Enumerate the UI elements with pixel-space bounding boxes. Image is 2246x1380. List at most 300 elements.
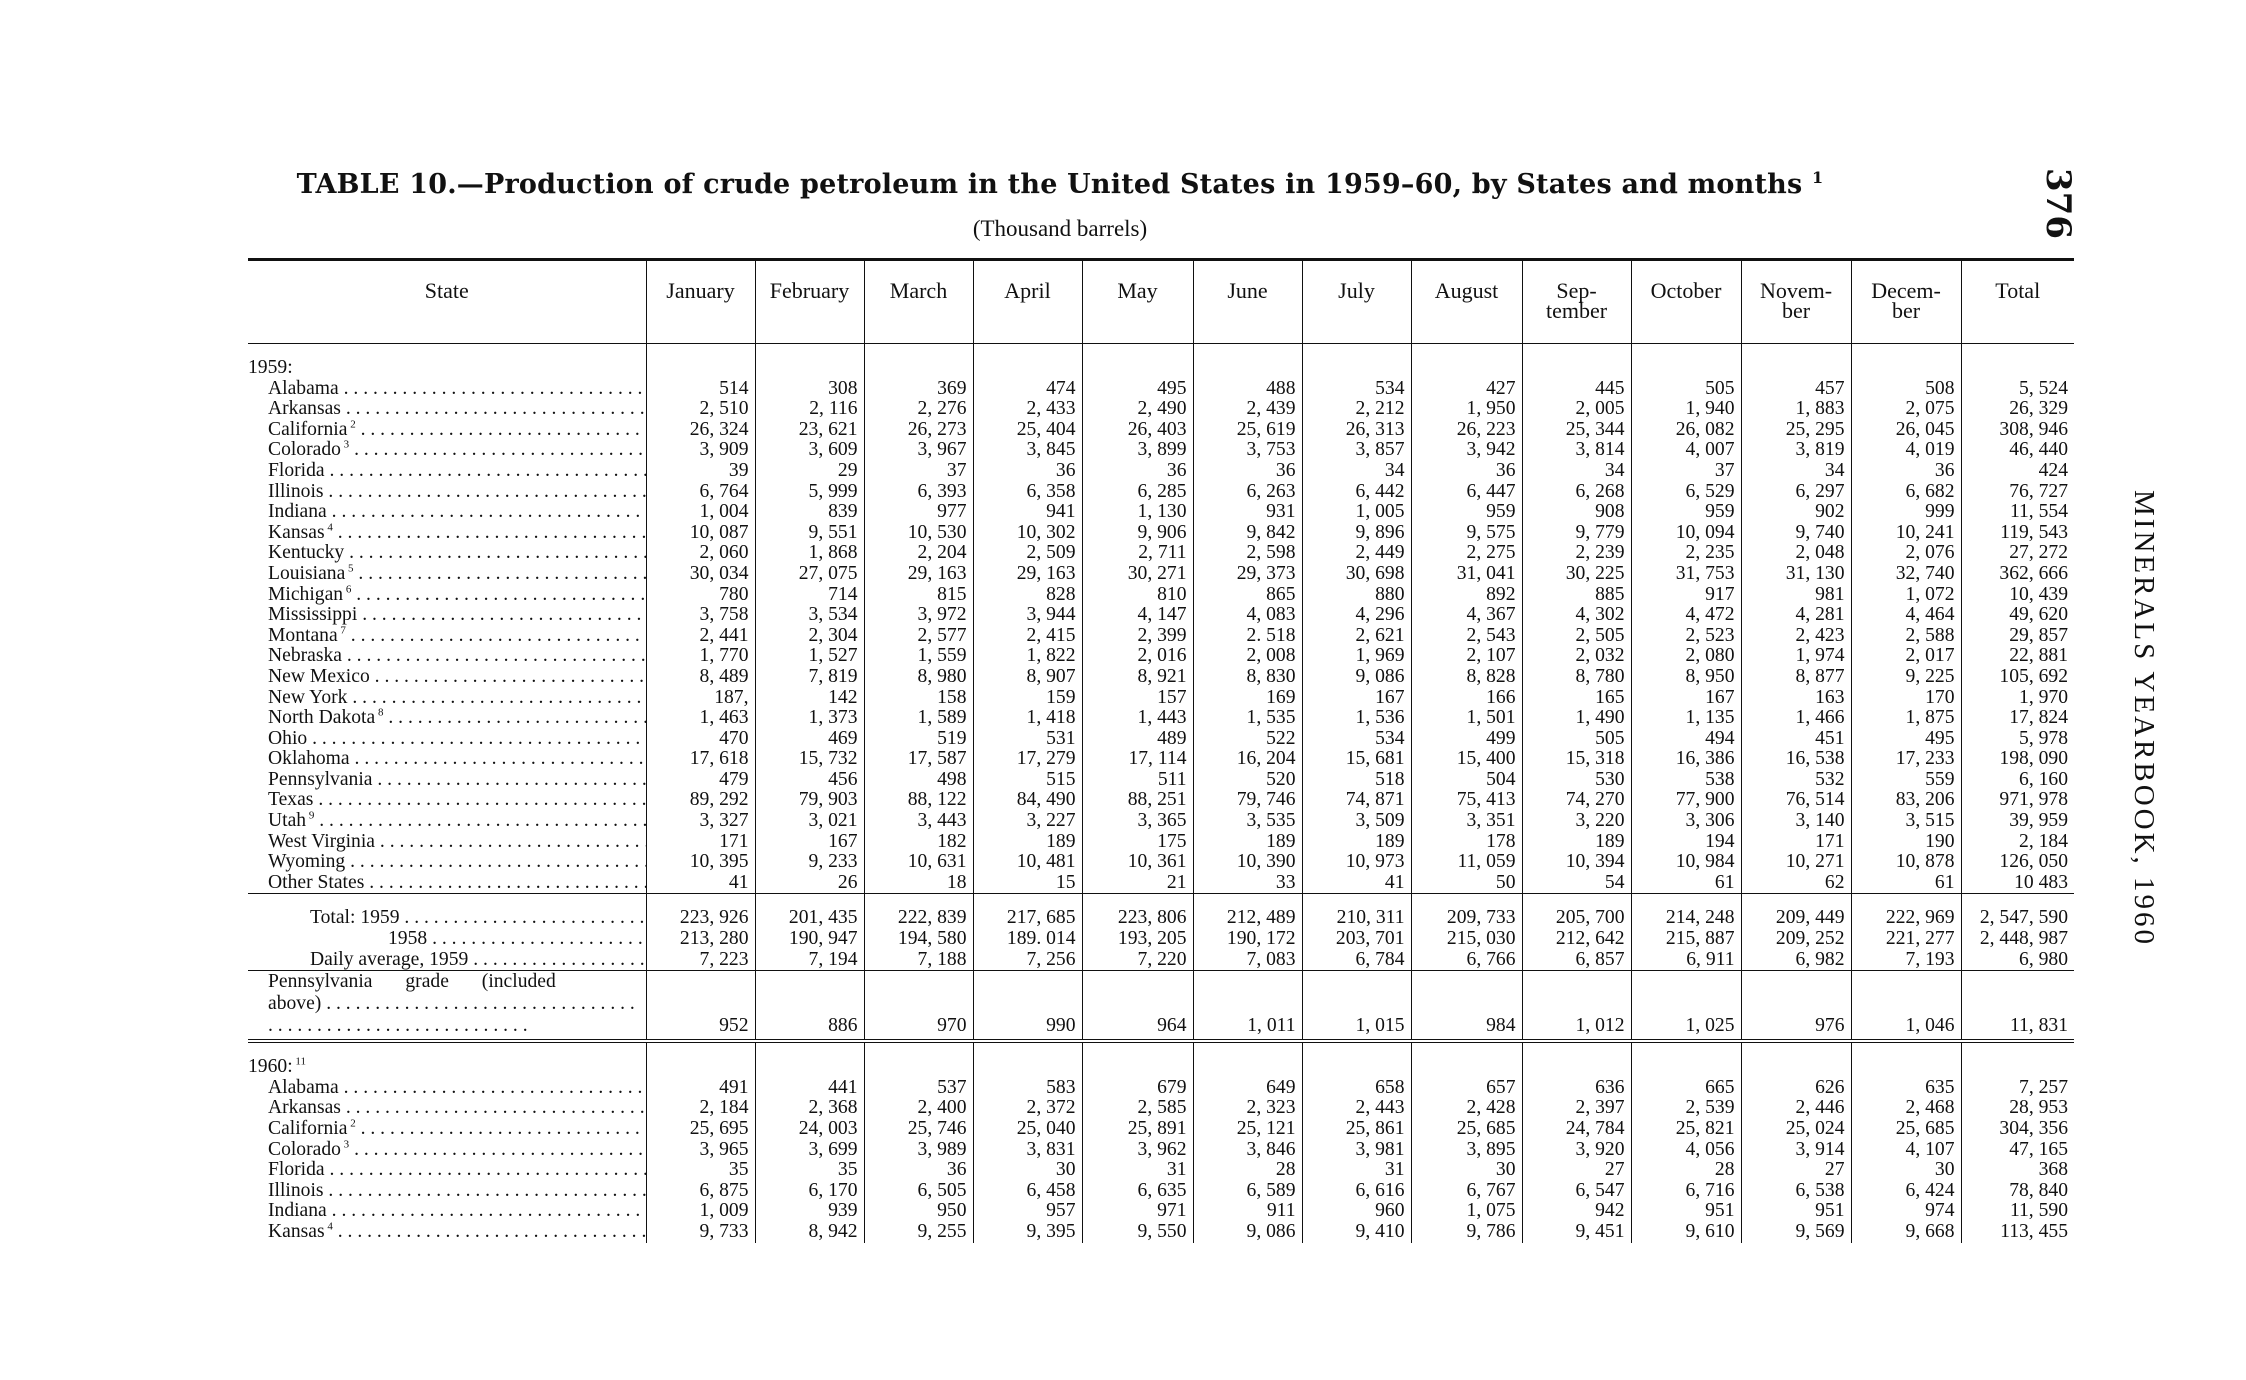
row-label-text: West Virginia xyxy=(268,831,375,852)
value-cell: 5, 524 xyxy=(1961,379,2074,400)
value-cell: 10, 390 xyxy=(1193,852,1302,873)
value-cell: 10, 481 xyxy=(973,852,1082,873)
table-row xyxy=(248,1078,2074,1099)
value-cell: 2. 518 xyxy=(1193,626,1302,647)
value-cell: 32, 740 xyxy=(1851,564,1961,585)
value-cell: 7, 223 xyxy=(646,950,755,971)
value-cell: 79, 746 xyxy=(1193,790,1302,811)
value-cell: 519 xyxy=(864,729,973,750)
value-cell: 1, 535 xyxy=(1193,708,1302,729)
value-cell: 210, 311 xyxy=(1302,908,1411,929)
value-cell: 6, 358 xyxy=(973,482,1082,503)
value-cell: 976 xyxy=(1741,971,1851,1042)
value-cell: 902 xyxy=(1741,502,1851,523)
row-label-text: Kansas xyxy=(268,522,325,543)
value-cell: 182 xyxy=(864,832,973,853)
value-cell: 515 xyxy=(973,770,1082,791)
table-row xyxy=(248,482,2074,503)
value-cell: 2, 184 xyxy=(1961,832,2074,853)
value-cell: 2, 304 xyxy=(755,626,864,647)
row-label-text: Colorado xyxy=(268,440,341,461)
value-cell: 26, 403 xyxy=(1082,420,1193,441)
value-cell: 3, 857 xyxy=(1302,440,1411,461)
value-cell: 31 xyxy=(1082,1160,1193,1181)
value-cell: 166 xyxy=(1411,688,1522,709)
value-cell: 491 xyxy=(646,1078,755,1099)
empty-cell xyxy=(646,1041,755,1057)
value-cell: 36 xyxy=(1082,461,1193,482)
value-cell: 3, 351 xyxy=(1411,811,1522,832)
empty-cell xyxy=(1631,358,1741,379)
value-cell: 6, 442 xyxy=(1302,482,1411,503)
value-cell: 368 xyxy=(1961,1160,2074,1181)
row-label-text: New Mexico xyxy=(268,666,370,687)
value-cell: 6, 766 xyxy=(1411,950,1522,971)
value-cell: 3, 534 xyxy=(755,605,864,626)
value-cell: 441 xyxy=(755,1078,864,1099)
value-cell: 780 xyxy=(646,585,755,606)
value-cell: 167 xyxy=(1631,688,1741,709)
empty-cell xyxy=(1193,1057,1302,1078)
value-cell: 2, 075 xyxy=(1851,399,1961,420)
value-cell: 714 xyxy=(755,585,864,606)
value-cell: 33 xyxy=(1193,873,1302,894)
value-cell: 35 xyxy=(755,1160,864,1181)
row-label xyxy=(248,1181,646,1202)
table-row xyxy=(248,543,2074,564)
value-cell: 2, 400 xyxy=(864,1098,973,1119)
empty-cell xyxy=(1961,1057,2074,1078)
value-cell: 2, 598 xyxy=(1193,543,1302,564)
value-cell: 47, 165 xyxy=(1961,1140,2074,1161)
empty-cell xyxy=(1741,1041,1851,1057)
value-cell: 2, 621 xyxy=(1302,626,1411,647)
empty-cell xyxy=(1302,894,1411,909)
value-cell: 194, 580 xyxy=(864,929,973,950)
value-cell: 990 xyxy=(973,971,1082,1042)
value-cell: 34 xyxy=(1522,461,1631,482)
empty-cell xyxy=(248,344,646,359)
value-cell: 456 xyxy=(755,770,864,791)
empty-cell xyxy=(973,344,1082,359)
value-cell: 189 xyxy=(1193,832,1302,853)
value-cell: 17, 618 xyxy=(646,749,755,770)
value-cell: 424 xyxy=(1961,461,2074,482)
value-cell: 193, 205 xyxy=(1082,929,1193,950)
value-cell: 30, 698 xyxy=(1302,564,1411,585)
table-row xyxy=(248,585,2074,606)
value-cell: 8, 780 xyxy=(1522,667,1631,688)
value-cell: 18 xyxy=(864,873,973,894)
column-header: January xyxy=(646,260,755,344)
value-cell: 221, 277 xyxy=(1851,929,1961,950)
value-cell: 26, 329 xyxy=(1961,399,2074,420)
value-cell: 3, 895 xyxy=(1411,1140,1522,1161)
empty-cell xyxy=(1631,894,1741,909)
value-cell: 6, 875 xyxy=(646,1181,755,1202)
row-label xyxy=(248,667,646,688)
value-cell: 6, 447 xyxy=(1411,482,1522,503)
row-label xyxy=(248,729,646,750)
table-row xyxy=(248,1119,2074,1140)
value-cell: 3, 972 xyxy=(864,605,973,626)
value-cell: 1, 072 xyxy=(1851,585,1961,606)
value-cell: 6, 857 xyxy=(1522,950,1631,971)
value-cell: 29, 857 xyxy=(1961,626,2074,647)
value-cell: 3, 699 xyxy=(755,1140,864,1161)
column-header: February xyxy=(755,260,864,344)
empty-cell xyxy=(755,1041,864,1057)
value-cell: 2, 505 xyxy=(1522,626,1631,647)
empty-cell xyxy=(1741,344,1851,359)
value-cell: 679 xyxy=(1082,1078,1193,1099)
value-cell: 41 xyxy=(646,873,755,894)
row-label xyxy=(248,832,646,853)
value-cell: 931 xyxy=(1193,502,1302,523)
value-cell: 22, 881 xyxy=(1961,646,2074,667)
value-cell: 308 xyxy=(755,379,864,400)
empty-cell xyxy=(1961,894,2074,909)
row-label-text: Illinois xyxy=(268,481,324,502)
empty-cell xyxy=(1851,358,1961,379)
value-cell: 142 xyxy=(755,688,864,709)
column-header: May xyxy=(1082,260,1193,344)
value-cell: 3, 989 xyxy=(864,1140,973,1161)
value-cell: 3, 021 xyxy=(755,811,864,832)
value-cell: 10, 271 xyxy=(1741,852,1851,873)
value-cell: 27 xyxy=(1741,1160,1851,1181)
value-cell: 167 xyxy=(1302,688,1411,709)
value-cell: 30 xyxy=(1411,1160,1522,1181)
value-cell: 1, 011 xyxy=(1193,971,1302,1042)
value-cell: 865 xyxy=(1193,585,1302,606)
empty-cell xyxy=(1961,1041,2074,1057)
value-cell: 3, 981 xyxy=(1302,1140,1411,1161)
value-cell: 2, 439 xyxy=(1193,399,1302,420)
value-cell: 9, 233 xyxy=(755,852,864,873)
value-cell: 2, 441 xyxy=(646,626,755,647)
value-cell: 2, 235 xyxy=(1631,543,1741,564)
value-cell: 189 xyxy=(1522,832,1631,853)
row-label xyxy=(248,1098,646,1119)
value-cell: 9, 896 xyxy=(1302,523,1411,544)
value-cell: 222, 969 xyxy=(1851,908,1961,929)
value-cell: 1, 589 xyxy=(864,708,973,729)
value-cell: 2, 017 xyxy=(1851,646,1961,667)
table-body xyxy=(248,344,2074,1243)
value-cell: 1, 536 xyxy=(1302,708,1411,729)
table-row xyxy=(248,1201,2074,1222)
value-cell: 6, 160 xyxy=(1961,770,2074,791)
row-label-text: Kentucky xyxy=(268,543,345,564)
table-row xyxy=(248,1140,2074,1161)
value-cell: 11, 590 xyxy=(1961,1201,2074,1222)
value-cell: 941 xyxy=(973,502,1082,523)
footnote-mark: 11 xyxy=(292,1057,306,1068)
empty-cell xyxy=(864,344,973,359)
value-cell: 508 xyxy=(1851,379,1961,400)
value-cell: 4, 056 xyxy=(1631,1140,1741,1161)
value-cell: 2, 276 xyxy=(864,399,973,420)
value-cell: 26, 082 xyxy=(1631,420,1741,441)
value-cell: 3, 967 xyxy=(864,440,973,461)
value-cell: 6, 764 xyxy=(646,482,755,503)
value-cell: 2, 116 xyxy=(755,399,864,420)
value-cell: 3, 846 xyxy=(1193,1140,1302,1161)
row-label xyxy=(248,1222,646,1243)
value-cell: 31 xyxy=(1302,1160,1411,1181)
row-label xyxy=(248,770,646,791)
value-cell: 1, 974 xyxy=(1741,646,1851,667)
value-cell: 9, 569 xyxy=(1741,1222,1851,1243)
table-row xyxy=(248,440,2074,461)
value-cell: 1, 443 xyxy=(1082,708,1193,729)
row-label-text: Kansas xyxy=(268,1221,325,1242)
value-cell: 25, 861 xyxy=(1302,1119,1411,1140)
value-cell: 2, 399 xyxy=(1082,626,1193,647)
empty-cell xyxy=(973,358,1082,379)
empty-cell xyxy=(1741,894,1851,909)
value-cell: 28 xyxy=(1193,1160,1302,1181)
value-cell: 2, 048 xyxy=(1741,543,1851,564)
value-cell: 3, 443 xyxy=(864,811,973,832)
value-cell: 1, 466 xyxy=(1741,708,1851,729)
empty-cell xyxy=(248,894,646,909)
value-cell: 1, 822 xyxy=(973,646,1082,667)
value-cell: 4, 367 xyxy=(1411,605,1522,626)
table-row xyxy=(248,646,2074,667)
row-label xyxy=(248,852,646,873)
value-cell: 16, 538 xyxy=(1741,749,1851,770)
row-label xyxy=(248,461,646,482)
value-cell: 11, 554 xyxy=(1961,502,2074,523)
value-cell: 11, 831 xyxy=(1961,971,2074,1042)
row-label xyxy=(248,626,646,647)
value-cell: 46, 440 xyxy=(1961,440,2074,461)
value-cell: 971, 978 xyxy=(1961,790,2074,811)
value-cell: 25, 685 xyxy=(1851,1119,1961,1140)
value-cell: 6, 285 xyxy=(1082,482,1193,503)
empty-cell xyxy=(1741,1057,1851,1078)
value-cell: 1, 501 xyxy=(1411,708,1522,729)
table-row xyxy=(248,852,2074,873)
row-label xyxy=(248,605,646,626)
column-header: June xyxy=(1193,260,1302,344)
footnote-mark: 9 xyxy=(306,811,315,822)
value-cell: 1, 130 xyxy=(1082,502,1193,523)
value-cell: 532 xyxy=(1741,770,1851,791)
spacer-row xyxy=(248,894,2074,909)
value-cell: 10 483 xyxy=(1961,873,2074,894)
column-header: Novem- ber xyxy=(1741,260,1851,344)
row-label xyxy=(248,1078,646,1099)
value-cell: 534 xyxy=(1302,379,1411,400)
value-cell: 11, 059 xyxy=(1411,852,1522,873)
value-cell: 8, 980 xyxy=(864,667,973,688)
value-cell: 1, 950 xyxy=(1411,399,1522,420)
value-cell: 984 xyxy=(1411,971,1522,1042)
value-cell: 505 xyxy=(1631,379,1741,400)
value-cell: 10, 394 xyxy=(1522,852,1631,873)
value-cell: 6, 263 xyxy=(1193,482,1302,503)
empty-cell xyxy=(1411,894,1522,909)
row-label-text: Alabama xyxy=(268,1077,339,1098)
row-label xyxy=(248,1160,646,1181)
value-cell: 9, 410 xyxy=(1302,1222,1411,1243)
value-cell: 39, 959 xyxy=(1961,811,2074,832)
value-cell: 190, 172 xyxy=(1193,929,1302,950)
value-cell: 2, 423 xyxy=(1741,626,1851,647)
empty-cell xyxy=(755,1057,864,1078)
value-cell: 3, 944 xyxy=(973,605,1082,626)
value-cell: 2, 076 xyxy=(1851,543,1961,564)
value-cell: 369 xyxy=(864,379,973,400)
value-cell: 3, 220 xyxy=(1522,811,1631,832)
value-cell: 469 xyxy=(755,729,864,750)
value-cell: 7, 188 xyxy=(864,950,973,971)
row-label xyxy=(248,708,646,729)
value-cell: 1, 490 xyxy=(1522,708,1631,729)
value-cell: 911 xyxy=(1193,1201,1302,1222)
value-cell: 2, 588 xyxy=(1851,626,1961,647)
column-header: April xyxy=(973,260,1082,344)
value-cell: 498 xyxy=(864,770,973,791)
value-cell: 16, 386 xyxy=(1631,749,1741,770)
value-cell: 169 xyxy=(1193,688,1302,709)
value-cell: 10, 361 xyxy=(1082,852,1193,873)
value-cell: 30 xyxy=(1851,1160,1961,1181)
value-cell: 2, 323 xyxy=(1193,1098,1302,1119)
value-cell: 6, 716 xyxy=(1631,1181,1741,1202)
value-cell: 9, 451 xyxy=(1522,1222,1631,1243)
empty-cell xyxy=(1411,358,1522,379)
value-cell: 4, 019 xyxy=(1851,440,1961,461)
value-cell: 950 xyxy=(864,1201,973,1222)
value-cell: 505 xyxy=(1522,729,1631,750)
value-cell: 198, 090 xyxy=(1961,749,2074,770)
value-cell: 9, 786 xyxy=(1411,1222,1522,1243)
value-cell: 10, 631 xyxy=(864,852,973,873)
value-cell: 190, 947 xyxy=(755,929,864,950)
footnote-mark: 3 xyxy=(340,440,350,451)
value-cell: 17, 279 xyxy=(973,749,1082,770)
value-cell: 657 xyxy=(1411,1078,1522,1099)
value-cell: 4, 083 xyxy=(1193,605,1302,626)
value-cell: 217, 685 xyxy=(973,908,1082,929)
table-row xyxy=(248,688,2074,709)
value-cell: 1, 969 xyxy=(1302,646,1411,667)
value-cell: 5, 999 xyxy=(755,482,864,503)
value-cell: 25, 024 xyxy=(1741,1119,1851,1140)
row-label-text: Daily average, 1959 xyxy=(310,949,469,970)
value-cell: 479 xyxy=(646,770,755,791)
title-footnote-mark: 1 xyxy=(1811,168,1824,187)
value-cell: 1, 004 xyxy=(646,502,755,523)
footnote-mark: 3 xyxy=(340,1139,350,1151)
value-cell: 194 xyxy=(1631,832,1741,853)
value-cell: 977 xyxy=(864,502,973,523)
value-cell: 8, 489 xyxy=(646,667,755,688)
value-cell: 3, 942 xyxy=(1411,440,1522,461)
footnote-mark: 4 xyxy=(324,522,333,534)
column-header: October xyxy=(1631,260,1741,344)
value-cell: 15, 400 xyxy=(1411,749,1522,770)
value-cell: 31, 753 xyxy=(1631,564,1741,585)
column-header: Total xyxy=(1961,260,2074,344)
value-cell: 6, 616 xyxy=(1302,1181,1411,1202)
value-cell: 163 xyxy=(1741,688,1851,709)
value-cell: 8, 950 xyxy=(1631,667,1741,688)
value-cell: 635 xyxy=(1851,1078,1961,1099)
value-cell: 880 xyxy=(1302,585,1411,606)
running-head: MINERALS YEARBOOK, 1960 xyxy=(2128,490,2160,948)
value-cell: 3, 920 xyxy=(1522,1140,1631,1161)
value-cell: 10, 973 xyxy=(1302,852,1411,873)
value-cell: 201, 435 xyxy=(755,908,864,929)
value-cell: 24, 003 xyxy=(755,1119,864,1140)
value-cell: 54 xyxy=(1522,873,1631,894)
value-cell: 559 xyxy=(1851,770,1961,791)
value-cell: 7, 193 xyxy=(1851,950,1961,971)
value-cell: 665 xyxy=(1631,1078,1741,1099)
row-label xyxy=(248,1140,646,1161)
row-label-text: Florida xyxy=(268,460,325,481)
value-cell: 4, 007 xyxy=(1631,440,1741,461)
value-cell: 50 xyxy=(1411,873,1522,894)
value-cell: 30, 225 xyxy=(1522,564,1631,585)
value-cell: 36 xyxy=(1193,461,1302,482)
value-cell: 9, 551 xyxy=(755,523,864,544)
value-cell: 187, xyxy=(646,688,755,709)
value-cell: 942 xyxy=(1522,1201,1631,1222)
table-row xyxy=(248,1160,2074,1181)
value-cell: 189 xyxy=(1302,832,1411,853)
row-label xyxy=(248,399,646,420)
value-cell: 6, 268 xyxy=(1522,482,1631,503)
value-cell: 2, 543 xyxy=(1411,626,1522,647)
value-cell: 974 xyxy=(1851,1201,1961,1222)
row-label-text: Other States xyxy=(268,872,365,893)
value-cell: 3, 609 xyxy=(755,440,864,461)
table-row xyxy=(248,873,2074,894)
value-cell: 39 xyxy=(646,461,755,482)
value-cell: 34 xyxy=(1741,461,1851,482)
row-label xyxy=(248,1119,646,1140)
value-cell: 223, 806 xyxy=(1082,908,1193,929)
row-label xyxy=(248,950,646,971)
value-cell: 3, 909 xyxy=(646,440,755,461)
row-label xyxy=(248,482,646,503)
value-cell: 538 xyxy=(1631,770,1741,791)
footnote-mark: 8 xyxy=(375,708,384,719)
value-cell: 74, 871 xyxy=(1302,790,1411,811)
empty-cell xyxy=(1851,894,1961,909)
value-cell: 10, 530 xyxy=(864,523,973,544)
row-label-text: Colorado xyxy=(268,1139,341,1160)
row-label-text: Ohio xyxy=(268,728,308,749)
row-label-text: Indiana xyxy=(268,502,327,523)
section-label-row xyxy=(248,1057,2074,1078)
empty-cell xyxy=(1741,358,1851,379)
value-cell: 489 xyxy=(1082,729,1193,750)
value-cell: 76, 727 xyxy=(1961,482,2074,503)
value-cell: 1, 883 xyxy=(1741,399,1851,420)
value-cell: 2, 539 xyxy=(1631,1098,1741,1119)
empty-cell xyxy=(248,1041,646,1057)
value-cell: 308, 946 xyxy=(1961,420,2074,441)
value-cell: 3, 845 xyxy=(973,440,1082,461)
value-cell: 8, 921 xyxy=(1082,667,1193,688)
